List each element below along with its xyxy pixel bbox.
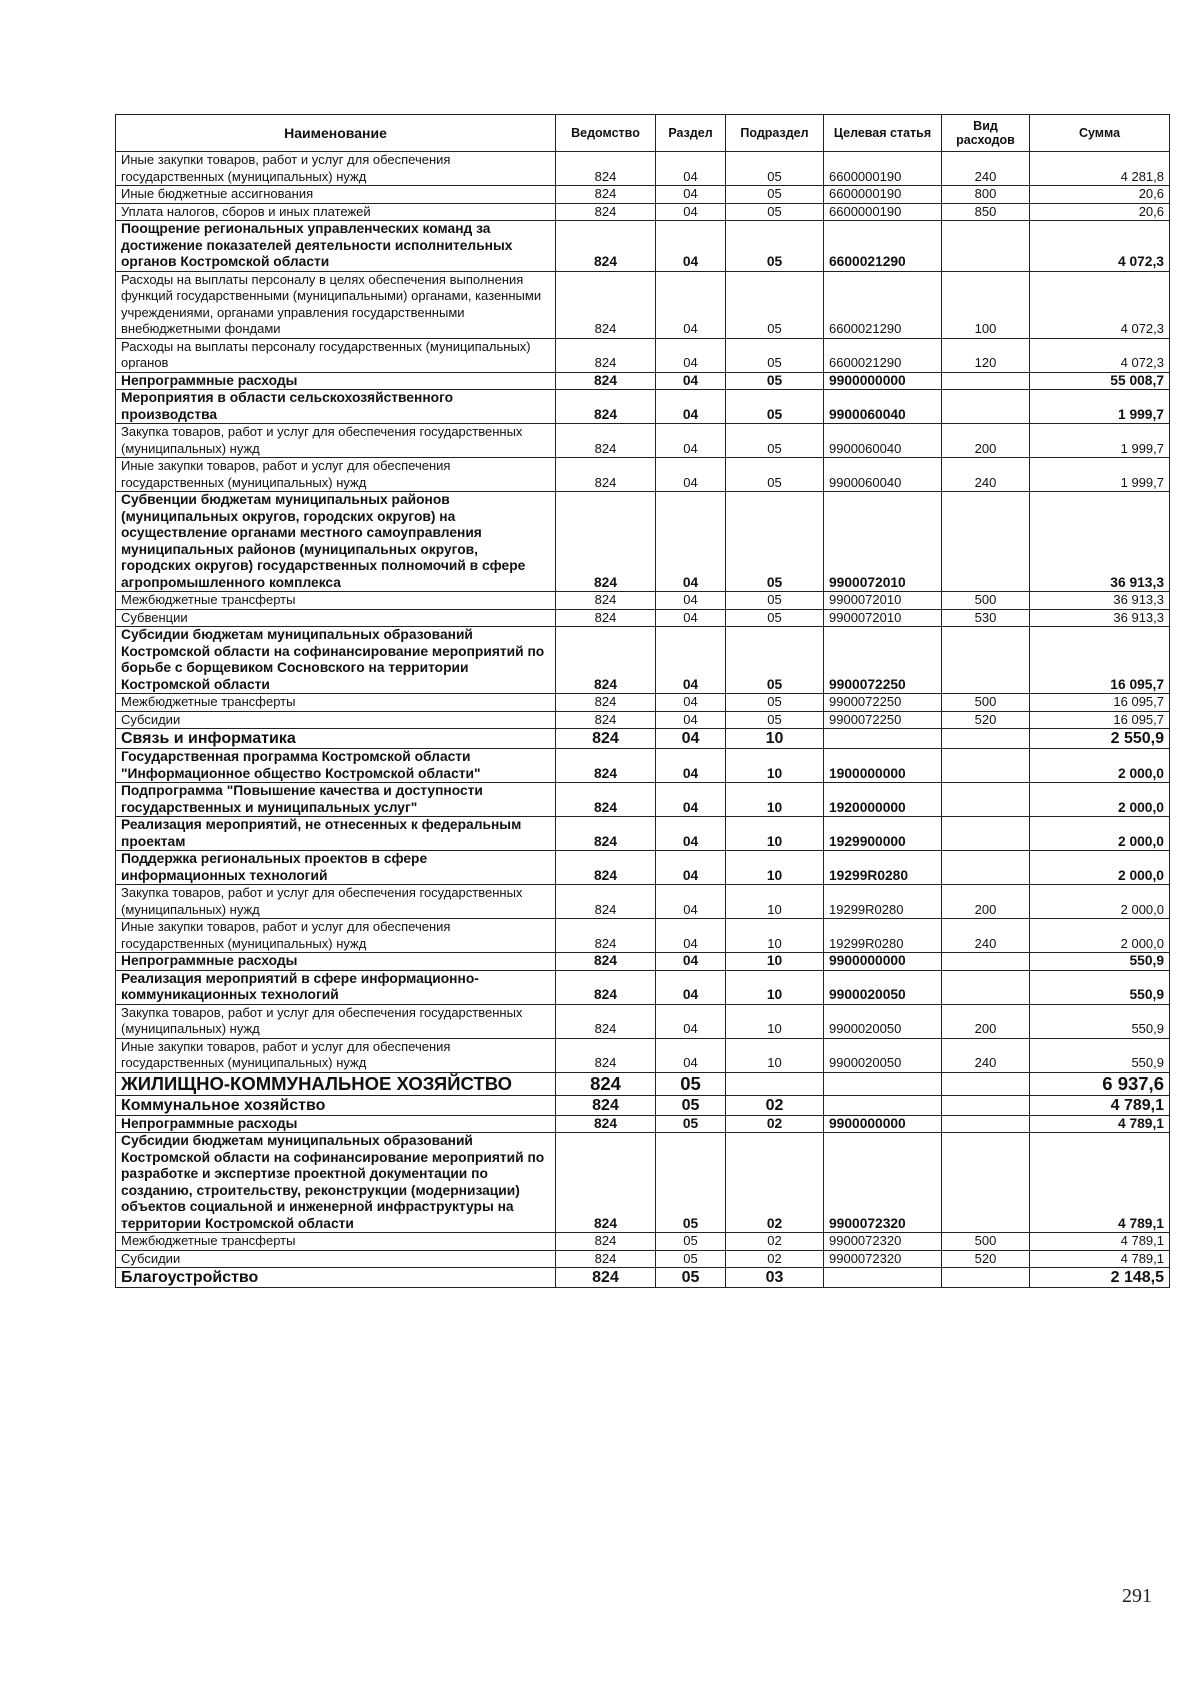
cell-name: Поощрение региональных управленческих команд за достижение показателей деятельности исполнительных органов Костромской области <box>116 221 556 272</box>
cell-name: Реализация мероприятий, не отнесенных к федеральным проектам <box>116 817 556 851</box>
cell-celevaya: 9900072320 <box>824 1250 942 1268</box>
table-row <box>116 203 1170 221</box>
cell-podrazdel: 10 <box>726 851 824 885</box>
cell-vedomstvo: 824 <box>556 458 656 492</box>
header-celevaya: Целевая статья <box>824 115 942 152</box>
cell-celevaya: 9900072320 <box>824 1133 942 1233</box>
table-row <box>116 1250 1170 1268</box>
cell-summa: 2 148,5 <box>1030 1268 1170 1288</box>
cell-razdel: 04 <box>656 711 726 729</box>
cell-celevaya: 6600000190 <box>824 203 942 221</box>
cell-vid: 240 <box>942 458 1030 492</box>
cell-razdel: 04 <box>656 203 726 221</box>
cell-podrazdel: 05 <box>726 492 824 592</box>
cell-celevaya: 6600021290 <box>824 338 942 372</box>
header-razdel: Раздел <box>656 115 726 152</box>
cell-summa: 2 000,0 <box>1030 919 1170 953</box>
cell-podrazdel: 10 <box>726 1004 824 1038</box>
cell-summa: 4 789,1 <box>1030 1095 1170 1115</box>
cell-summa: 20,6 <box>1030 203 1170 221</box>
cell-name: Субсидии бюджетам муниципальных образований Костромской области на софинансирование мероприятий по борьбе с борщевиком Сосновского на территории Костромской области <box>116 627 556 694</box>
cell-podrazdel: 05 <box>726 609 824 627</box>
cell-vedomstvo: 824 <box>556 186 656 204</box>
cell-summa: 2 000,0 <box>1030 885 1170 919</box>
cell-vedomstvo: 824 <box>556 1072 656 1095</box>
cell-vedomstvo: 824 <box>556 1233 656 1251</box>
cell-podrazdel: 05 <box>726 390 824 424</box>
table-row <box>116 372 1170 390</box>
cell-vedomstvo: 824 <box>556 627 656 694</box>
cell-celevaya: 6600021290 <box>824 271 942 338</box>
cell-vid <box>942 1268 1030 1288</box>
cell-vedomstvo: 824 <box>556 694 656 712</box>
cell-vid <box>942 749 1030 783</box>
cell-summa: 1 999,7 <box>1030 424 1170 458</box>
cell-celevaya: 9900072320 <box>824 1233 942 1251</box>
cell-podrazdel: 05 <box>726 592 824 610</box>
header-vedomstvo: Ведомство <box>556 115 656 152</box>
cell-name: Иные закупки товаров, работ и услуг для обеспечения государственных (муниципальных) нужд <box>116 458 556 492</box>
cell-razdel: 04 <box>656 749 726 783</box>
table-row <box>116 1115 1170 1133</box>
cell-summa: 550,9 <box>1030 1038 1170 1072</box>
cell-vid: 120 <box>942 338 1030 372</box>
cell-vid: 500 <box>942 1233 1030 1251</box>
table-row <box>116 694 1170 712</box>
cell-celevaya: 9900072010 <box>824 592 942 610</box>
cell-name: Непрограммные расходы <box>116 1115 556 1133</box>
cell-celevaya: 9900060040 <box>824 424 942 458</box>
cell-summa: 20,6 <box>1030 186 1170 204</box>
cell-name: Уплата налогов, сборов и иных платежей <box>116 203 556 221</box>
cell-celevaya: 9900020050 <box>824 1004 942 1038</box>
table-row <box>116 492 1170 592</box>
cell-name: Иные бюджетные ассигнования <box>116 186 556 204</box>
cell-razdel: 04 <box>656 1004 726 1038</box>
table-row <box>116 1038 1170 1072</box>
table-row <box>116 749 1170 783</box>
cell-name: Государственная программа Костромской области "Информационное общество Костромской области" <box>116 749 556 783</box>
cell-podrazdel: 05 <box>726 152 824 186</box>
cell-vid: 200 <box>942 424 1030 458</box>
cell-summa: 4 789,1 <box>1030 1233 1170 1251</box>
cell-vedomstvo: 824 <box>556 1038 656 1072</box>
table-row <box>116 1268 1170 1288</box>
cell-celevaya: 9900020050 <box>824 1038 942 1072</box>
cell-vedomstvo: 824 <box>556 1115 656 1133</box>
cell-celevaya: 6600000190 <box>824 186 942 204</box>
cell-name: Мероприятия в области сельскохозяйственного производства <box>116 390 556 424</box>
cell-summa: 4 072,3 <box>1030 338 1170 372</box>
cell-vid <box>942 1133 1030 1233</box>
cell-vid <box>942 492 1030 592</box>
cell-name: Межбюджетные трансферты <box>116 592 556 610</box>
cell-vedomstvo: 824 <box>556 953 656 971</box>
cell-podrazdel: 10 <box>726 817 824 851</box>
cell-podrazdel: 02 <box>726 1115 824 1133</box>
cell-celevaya: 19299R0280 <box>824 919 942 953</box>
cell-vid: 240 <box>942 919 1030 953</box>
cell-name: Непрограммные расходы <box>116 372 556 390</box>
cell-podrazdel: 05 <box>726 694 824 712</box>
table-row <box>116 592 1170 610</box>
cell-vid: 240 <box>942 152 1030 186</box>
cell-celevaya: 1900000000 <box>824 749 942 783</box>
cell-podrazdel: 05 <box>726 458 824 492</box>
cell-razdel: 04 <box>656 609 726 627</box>
cell-name: Субсидии <box>116 711 556 729</box>
cell-podrazdel: 02 <box>726 1250 824 1268</box>
cell-razdel: 04 <box>656 817 726 851</box>
header-podrazdel: Подраздел <box>726 115 824 152</box>
cell-razdel: 05 <box>656 1250 726 1268</box>
table-row <box>116 1233 1170 1251</box>
cell-summa: 36 913,3 <box>1030 609 1170 627</box>
cell-vid <box>942 783 1030 817</box>
cell-celevaya: 6600000190 <box>824 152 942 186</box>
cell-razdel: 04 <box>656 186 726 204</box>
cell-vedomstvo: 824 <box>556 424 656 458</box>
cell-summa: 550,9 <box>1030 1004 1170 1038</box>
cell-podrazdel: 02 <box>726 1133 824 1233</box>
cell-vid <box>942 1095 1030 1115</box>
cell-celevaya: 9900072250 <box>824 694 942 712</box>
table-row <box>116 186 1170 204</box>
cell-name: ЖИЛИЩНО-КОММУНАЛЬНОЕ ХОЗЯЙСТВО <box>116 1072 556 1095</box>
cell-name: Закупка товаров, работ и услуг для обеспечения государственных (муниципальных) нужд <box>116 1004 556 1038</box>
cell-podrazdel: 10 <box>726 885 824 919</box>
cell-vid: 240 <box>942 1038 1030 1072</box>
cell-celevaya: 9900072010 <box>824 609 942 627</box>
cell-razdel: 04 <box>656 390 726 424</box>
cell-podrazdel: 05 <box>726 627 824 694</box>
cell-vid <box>942 627 1030 694</box>
cell-podrazdel: 05 <box>726 424 824 458</box>
cell-vid: 500 <box>942 694 1030 712</box>
cell-razdel: 05 <box>656 1095 726 1115</box>
cell-razdel: 04 <box>656 221 726 272</box>
cell-razdel: 05 <box>656 1072 726 1095</box>
table-row <box>116 1004 1170 1038</box>
cell-celevaya: 9900020050 <box>824 970 942 1004</box>
cell-razdel: 04 <box>656 694 726 712</box>
table-row <box>116 271 1170 338</box>
table-row <box>116 458 1170 492</box>
cell-vid <box>942 221 1030 272</box>
cell-vid <box>942 953 1030 971</box>
table-row <box>116 919 1170 953</box>
cell-summa: 16 095,7 <box>1030 694 1170 712</box>
cell-summa: 2 000,0 <box>1030 749 1170 783</box>
cell-celevaya <box>824 1072 942 1095</box>
cell-razdel: 04 <box>656 627 726 694</box>
page-number: 291 <box>1122 1585 1152 1607</box>
cell-summa: 4 072,3 <box>1030 271 1170 338</box>
cell-vid: 200 <box>942 885 1030 919</box>
cell-name: Поддержка региональных проектов в сфере информационных технологий <box>116 851 556 885</box>
cell-vedomstvo: 824 <box>556 609 656 627</box>
cell-name: Коммунальное хозяйство <box>116 1095 556 1115</box>
cell-name: Закупка товаров, работ и услуг для обеспечения государственных (муниципальных) нужд <box>116 885 556 919</box>
table-body <box>116 152 1170 1288</box>
cell-podrazdel: 02 <box>726 1233 824 1251</box>
cell-vid: 520 <box>942 1250 1030 1268</box>
cell-name: Реализация мероприятий в сфере информационно-коммуникационных технологий <box>116 970 556 1004</box>
cell-razdel: 05 <box>656 1115 726 1133</box>
cell-razdel: 04 <box>656 885 726 919</box>
table-row <box>116 609 1170 627</box>
cell-vedomstvo: 824 <box>556 271 656 338</box>
budget-table <box>115 114 1170 1288</box>
cell-summa: 2 550,9 <box>1030 729 1170 749</box>
cell-razdel: 04 <box>656 783 726 817</box>
cell-name: Иные закупки товаров, работ и услуг для обеспечения государственных (муниципальных) нужд <box>116 1038 556 1072</box>
cell-vid <box>942 1072 1030 1095</box>
table-row <box>116 783 1170 817</box>
cell-name: Субвенции бюджетам муниципальных районов (муниципальных округов, городских округов) на осуществление органами местного самоуправления муниципальных районов (муниципальных округов, городских округов) государственных полномочий в сфере агропромышленного комплекса <box>116 492 556 592</box>
table-row <box>116 338 1170 372</box>
cell-podrazdel: 02 <box>726 1095 824 1115</box>
cell-vedomstvo: 824 <box>556 749 656 783</box>
cell-name: Межбюджетные трансферты <box>116 694 556 712</box>
cell-razdel: 05 <box>656 1233 726 1251</box>
table-row <box>116 221 1170 272</box>
cell-vid <box>942 970 1030 1004</box>
cell-razdel: 04 <box>656 729 726 749</box>
cell-vedomstvo: 824 <box>556 817 656 851</box>
table-row <box>116 817 1170 851</box>
cell-vid: 520 <box>942 711 1030 729</box>
table-row <box>116 1095 1170 1115</box>
cell-vedomstvo: 824 <box>556 783 656 817</box>
cell-vedomstvo: 824 <box>556 919 656 953</box>
cell-razdel: 04 <box>656 271 726 338</box>
cell-name: Закупка товаров, работ и услуг для обеспечения государственных (муниципальных) нужд <box>116 424 556 458</box>
cell-podrazdel: 10 <box>726 953 824 971</box>
cell-celevaya: 9900000000 <box>824 372 942 390</box>
cell-razdel: 04 <box>656 372 726 390</box>
cell-vedomstvo: 824 <box>556 492 656 592</box>
cell-summa: 1 999,7 <box>1030 390 1170 424</box>
cell-celevaya: 9900060040 <box>824 390 942 424</box>
header-name: Наименование <box>116 115 556 152</box>
cell-summa: 1 999,7 <box>1030 458 1170 492</box>
cell-vedomstvo: 824 <box>556 1095 656 1115</box>
cell-summa: 550,9 <box>1030 970 1170 1004</box>
cell-name: Связь и информатика <box>116 729 556 749</box>
cell-summa: 4 789,1 <box>1030 1133 1170 1233</box>
cell-celevaya: 9900000000 <box>824 1115 942 1133</box>
cell-vedomstvo: 824 <box>556 152 656 186</box>
cell-celevaya: 1929900000 <box>824 817 942 851</box>
cell-celevaya: 9900000000 <box>824 953 942 971</box>
cell-summa: 16 095,7 <box>1030 627 1170 694</box>
cell-celevaya: 9900072010 <box>824 492 942 592</box>
cell-podrazdel: 05 <box>726 203 824 221</box>
cell-vedomstvo: 824 <box>556 729 656 749</box>
cell-podrazdel: 10 <box>726 1038 824 1072</box>
cell-podrazdel: 05 <box>726 221 824 272</box>
cell-summa: 4 072,3 <box>1030 221 1170 272</box>
cell-vid <box>942 390 1030 424</box>
cell-name: Расходы на выплаты персоналу государственных (муниципальных) органов <box>116 338 556 372</box>
cell-vid: 850 <box>942 203 1030 221</box>
cell-vid: 500 <box>942 592 1030 610</box>
cell-vedomstvo: 824 <box>556 885 656 919</box>
cell-summa: 36 913,3 <box>1030 592 1170 610</box>
cell-summa: 6 937,6 <box>1030 1072 1170 1095</box>
cell-podrazdel: 10 <box>726 749 824 783</box>
cell-podrazdel: 10 <box>726 970 824 1004</box>
cell-name: Субвенции <box>116 609 556 627</box>
cell-razdel: 04 <box>656 970 726 1004</box>
cell-vid <box>942 851 1030 885</box>
cell-summa: 550,9 <box>1030 953 1170 971</box>
cell-vid: 200 <box>942 1004 1030 1038</box>
cell-razdel: 04 <box>656 424 726 458</box>
cell-celevaya <box>824 1095 942 1115</box>
cell-podrazdel: 05 <box>726 372 824 390</box>
cell-vedomstvo: 824 <box>556 203 656 221</box>
table-row <box>116 1072 1170 1095</box>
cell-razdel: 05 <box>656 1133 726 1233</box>
header-summa: Сумма <box>1030 115 1170 152</box>
cell-podrazdel: 10 <box>726 919 824 953</box>
cell-celevaya: 19299R0280 <box>824 885 942 919</box>
cell-vedomstvo: 824 <box>556 592 656 610</box>
cell-razdel: 04 <box>656 919 726 953</box>
cell-vid: 100 <box>942 271 1030 338</box>
cell-razdel: 04 <box>656 953 726 971</box>
cell-name: Межбюджетные трансферты <box>116 1233 556 1251</box>
cell-summa: 4 789,1 <box>1030 1250 1170 1268</box>
cell-vedomstvo: 824 <box>556 1133 656 1233</box>
cell-razdel: 04 <box>656 458 726 492</box>
cell-vid: 800 <box>942 186 1030 204</box>
cell-vedomstvo: 824 <box>556 221 656 272</box>
cell-razdel: 04 <box>656 338 726 372</box>
cell-podrazdel: 05 <box>726 186 824 204</box>
cell-razdel: 04 <box>656 851 726 885</box>
cell-name: Субсидии <box>116 1250 556 1268</box>
cell-podrazdel: 03 <box>726 1268 824 1288</box>
cell-celevaya: 9900072250 <box>824 711 942 729</box>
cell-podrazdel: 10 <box>726 729 824 749</box>
cell-vedomstvo: 824 <box>556 390 656 424</box>
cell-celevaya: 9900060040 <box>824 458 942 492</box>
cell-name: Подпрограмма "Повышение качества и доступности государственных и муниципальных услуг" <box>116 783 556 817</box>
cell-razdel: 04 <box>656 492 726 592</box>
cell-name: Непрограммные расходы <box>116 953 556 971</box>
cell-name: Иные закупки товаров, работ и услуг для обеспечения государственных (муниципальных) нужд <box>116 152 556 186</box>
table-row <box>116 390 1170 424</box>
table-row <box>116 729 1170 749</box>
cell-vedomstvo: 824 <box>556 851 656 885</box>
cell-summa: 2 000,0 <box>1030 783 1170 817</box>
cell-vedomstvo: 824 <box>556 711 656 729</box>
cell-vedomstvo: 824 <box>556 970 656 1004</box>
cell-podrazdel: 05 <box>726 338 824 372</box>
header-vid: Вид расходов <box>942 115 1030 152</box>
cell-celevaya: 19299R0280 <box>824 851 942 885</box>
cell-summa: 4 789,1 <box>1030 1115 1170 1133</box>
cell-celevaya: 1920000000 <box>824 783 942 817</box>
cell-name: Благоустройство <box>116 1268 556 1288</box>
cell-vedomstvo: 824 <box>556 1250 656 1268</box>
cell-summa: 55 008,7 <box>1030 372 1170 390</box>
cell-vedomstvo: 824 <box>556 1004 656 1038</box>
cell-summa: 2 000,0 <box>1030 817 1170 851</box>
cell-summa: 4 281,8 <box>1030 152 1170 186</box>
cell-summa: 2 000,0 <box>1030 851 1170 885</box>
cell-vedomstvo: 824 <box>556 1268 656 1288</box>
cell-name: Иные закупки товаров, работ и услуг для обеспечения государственных (муниципальных) нужд <box>116 919 556 953</box>
cell-name: Субсидии бюджетам муниципальных образований Костромской области на софинансирование мероприятий по разработке и экспертизе проектной документации по созданию, строительству, реконструкции (модернизации) объектов социальной и инженерной инфраструктуры на территории Костромской области <box>116 1133 556 1233</box>
cell-podrazdel: 05 <box>726 271 824 338</box>
table-row <box>116 885 1170 919</box>
cell-podrazdel <box>726 1072 824 1095</box>
cell-celevaya: 6600021290 <box>824 221 942 272</box>
table-header-row <box>116 115 1170 152</box>
table-row <box>116 711 1170 729</box>
cell-vid <box>942 1115 1030 1133</box>
cell-razdel: 04 <box>656 1038 726 1072</box>
cell-vid: 530 <box>942 609 1030 627</box>
cell-razdel: 05 <box>656 1268 726 1288</box>
cell-celevaya: 9900072250 <box>824 627 942 694</box>
table-row <box>116 424 1170 458</box>
cell-vid <box>942 817 1030 851</box>
cell-vedomstvo: 824 <box>556 338 656 372</box>
table-row <box>116 953 1170 971</box>
cell-celevaya <box>824 729 942 749</box>
cell-celevaya <box>824 1268 942 1288</box>
cell-podrazdel: 05 <box>726 711 824 729</box>
cell-name: Расходы на выплаты персоналу в целях обеспечения выполнения функций государственными (муниципальными) органами, казенными учреждениями, органами управления государственными внебюджетными фондами <box>116 271 556 338</box>
cell-razdel: 04 <box>656 592 726 610</box>
cell-vid <box>942 729 1030 749</box>
cell-summa: 16 095,7 <box>1030 711 1170 729</box>
table-row <box>116 152 1170 186</box>
cell-razdel: 04 <box>656 152 726 186</box>
cell-vedomstvo: 824 <box>556 372 656 390</box>
cell-podrazdel: 10 <box>726 783 824 817</box>
table-row <box>116 851 1170 885</box>
table-row <box>116 627 1170 694</box>
cell-vid <box>942 372 1030 390</box>
table-row <box>116 1133 1170 1233</box>
cell-summa: 36 913,3 <box>1030 492 1170 592</box>
table-row <box>116 970 1170 1004</box>
